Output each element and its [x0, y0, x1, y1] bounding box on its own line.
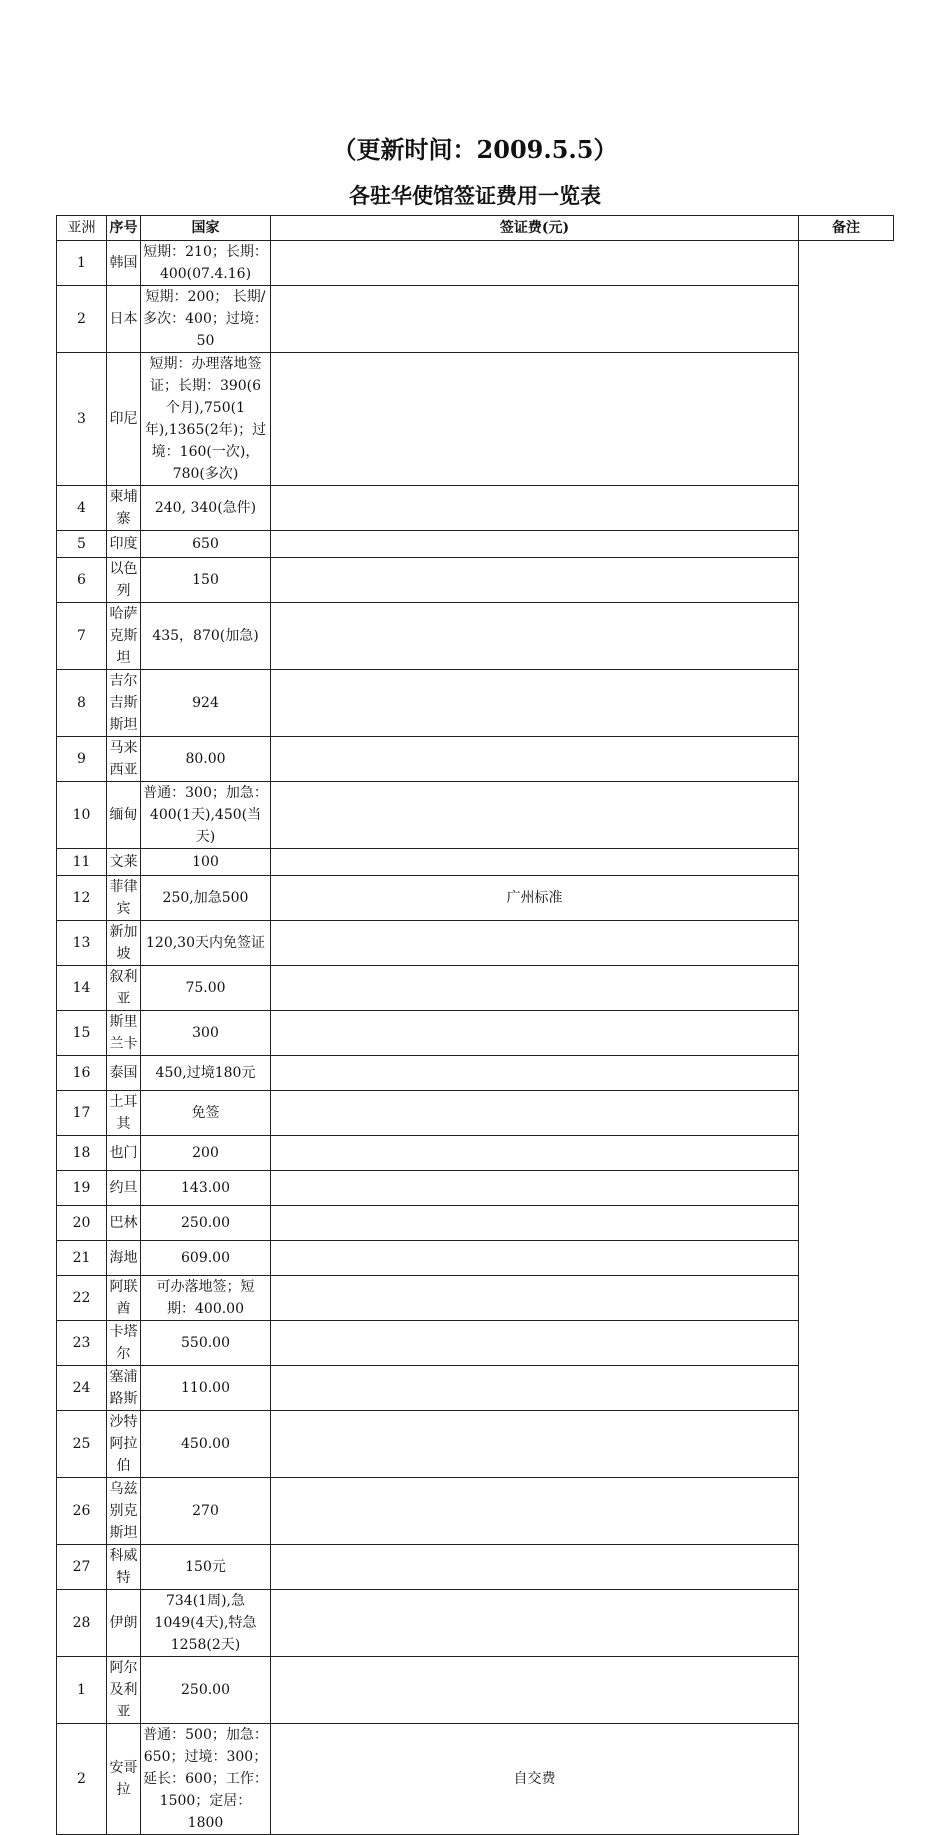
row-fee: 100	[141, 849, 271, 876]
row-no: 15	[57, 1011, 107, 1056]
row-country: 印度	[107, 531, 141, 558]
row-note	[271, 1171, 799, 1206]
row-no: 28	[57, 1590, 107, 1657]
table-row	[57, 966, 894, 1011]
update-time: （更新时间：2009.5.5）	[332, 135, 618, 164]
row-note	[271, 737, 799, 782]
row-country: 巴林	[107, 1206, 141, 1241]
row-note	[271, 1590, 799, 1657]
table-row	[57, 558, 894, 603]
region-cell-asia: 亚洲	[57, 216, 107, 241]
row-country: 柬埔寨	[107, 486, 141, 531]
col-header-no: 序号	[107, 216, 141, 241]
row-fee: 270	[141, 1478, 271, 1545]
row-no: 13	[57, 921, 107, 966]
row-note	[271, 558, 799, 603]
row-country: 也门	[107, 1136, 141, 1171]
table-row	[57, 1724, 894, 1835]
table-row	[57, 531, 894, 558]
row-note	[271, 670, 799, 737]
table-row	[57, 670, 894, 737]
table-row	[57, 1136, 894, 1171]
row-note	[271, 1478, 799, 1545]
row-fee: 550.00	[141, 1321, 271, 1366]
row-fee: 924	[141, 670, 271, 737]
table-row	[57, 921, 894, 966]
row-fee: 80.00	[141, 737, 271, 782]
table-row	[57, 1011, 894, 1056]
table-row	[57, 1411, 894, 1478]
row-no: 1	[57, 1657, 107, 1724]
table-row	[57, 1056, 894, 1091]
row-no: 26	[57, 1478, 107, 1545]
row-fee: 110.00	[141, 1366, 271, 1411]
row-country: 阿尔及利亚	[107, 1657, 141, 1724]
row-note	[271, 1366, 799, 1411]
row-country: 以色列	[107, 558, 141, 603]
row-fee: 734(1周),急1049(4天),特急1258(2天)	[141, 1590, 271, 1657]
row-fee: 650	[141, 531, 271, 558]
row-no: 20	[57, 1206, 107, 1241]
row-no: 27	[57, 1545, 107, 1590]
table-row	[57, 849, 894, 876]
row-fee: 250.00	[141, 1206, 271, 1241]
row-no: 22	[57, 1276, 107, 1321]
row-note	[271, 241, 799, 286]
row-no: 6	[57, 558, 107, 603]
row-fee: 250,加急500	[141, 876, 271, 921]
row-fee: 435，870(加急)	[141, 603, 271, 670]
row-fee: 450,过境180元	[141, 1056, 271, 1091]
row-no: 7	[57, 603, 107, 670]
row-note	[271, 1657, 799, 1724]
row-fee: 609.00	[141, 1241, 271, 1276]
row-no: 4	[57, 486, 107, 531]
row-note	[271, 1136, 799, 1171]
table-header-row	[57, 216, 894, 241]
row-no: 1	[57, 241, 107, 286]
row-country: 叙利亚	[107, 966, 141, 1011]
row-fee: 短期：200； 长期/多次：400；过境：50	[141, 286, 271, 353]
row-no: 2	[57, 286, 107, 353]
col-header-country: 国家	[141, 216, 271, 241]
row-country: 乌兹别克斯坦	[107, 1478, 141, 1545]
table-row	[57, 782, 894, 849]
row-fee: 300	[141, 1011, 271, 1056]
row-note	[271, 1091, 799, 1136]
row-fee: 240, 340(急件)	[141, 486, 271, 531]
row-note	[271, 531, 799, 558]
table-row	[57, 1091, 894, 1136]
row-country: 阿联酋	[107, 1276, 141, 1321]
row-no: 8	[57, 670, 107, 737]
row-fee: 250.00	[141, 1657, 271, 1724]
row-country: 韩国	[107, 241, 141, 286]
row-fee: 短期：210；长期：400(07.4.16)	[141, 241, 271, 286]
row-note	[271, 353, 799, 486]
table-row	[57, 1657, 894, 1724]
row-note	[271, 1276, 799, 1321]
row-fee: 120,30天内免签证	[141, 921, 271, 966]
row-country: 日本	[107, 286, 141, 353]
row-country: 土耳其	[107, 1091, 141, 1136]
row-note	[271, 921, 799, 966]
row-note	[271, 603, 799, 670]
table-row	[57, 1545, 894, 1590]
row-note	[271, 1206, 799, 1241]
row-country: 科威特	[107, 1545, 141, 1590]
row-country: 菲律宾	[107, 876, 141, 921]
row-country: 斯里兰卡	[107, 1011, 141, 1056]
row-country: 沙特阿拉伯	[107, 1411, 141, 1478]
row-note	[271, 1011, 799, 1056]
row-no: 21	[57, 1241, 107, 1276]
row-no: 19	[57, 1171, 107, 1206]
row-no: 23	[57, 1321, 107, 1366]
row-note	[271, 1241, 799, 1276]
row-no: 24	[57, 1366, 107, 1411]
row-no: 9	[57, 737, 107, 782]
row-note: 广州标准	[271, 876, 799, 921]
row-fee: 450.00	[141, 1411, 271, 1478]
row-fee: 普通：500；加急：650；过境：300；延长：600；工作：1500；定居：1800	[141, 1724, 271, 1835]
row-country: 海地	[107, 1241, 141, 1276]
table-row	[57, 241, 894, 286]
row-no: 18	[57, 1136, 107, 1171]
row-country: 印尼	[107, 353, 141, 486]
row-no: 10	[57, 782, 107, 849]
row-no: 12	[57, 876, 107, 921]
row-no: 2	[57, 1724, 107, 1835]
table-row	[57, 1241, 894, 1276]
table-row	[57, 286, 894, 353]
row-country: 泰国	[107, 1056, 141, 1091]
row-country: 马来西亚	[107, 737, 141, 782]
visa-fee-table	[56, 215, 894, 1835]
row-country: 安哥拉	[107, 1724, 141, 1835]
row-note	[271, 1321, 799, 1366]
row-no: 11	[57, 849, 107, 876]
table-row	[57, 353, 894, 486]
table-row	[57, 876, 894, 921]
row-country: 约旦	[107, 1171, 141, 1206]
row-no: 17	[57, 1091, 107, 1136]
row-note	[271, 1411, 799, 1478]
row-fee: 可办落地签；短期：400.00	[141, 1276, 271, 1321]
table-row	[57, 486, 894, 531]
row-country: 文莱	[107, 849, 141, 876]
row-note	[271, 782, 799, 849]
row-country: 哈萨克斯坦	[107, 603, 141, 670]
table-row	[57, 1276, 894, 1321]
row-country: 新加坡	[107, 921, 141, 966]
page-title: 各驻华使馆签证费用一览表	[349, 183, 601, 208]
row-no: 5	[57, 531, 107, 558]
row-fee: 150	[141, 558, 271, 603]
row-country: 塞浦路斯	[107, 1366, 141, 1411]
row-no: 16	[57, 1056, 107, 1091]
row-country: 伊朗	[107, 1590, 141, 1657]
row-fee: 143.00	[141, 1171, 271, 1206]
row-note	[271, 1056, 799, 1091]
row-note	[271, 486, 799, 531]
table-row	[57, 1321, 894, 1366]
row-fee: 150元	[141, 1545, 271, 1590]
row-country: 缅甸	[107, 782, 141, 849]
table-row	[57, 603, 894, 670]
row-note	[271, 849, 799, 876]
row-country: 吉尔吉斯斯坦	[107, 670, 141, 737]
row-no: 3	[57, 353, 107, 486]
row-no: 14	[57, 966, 107, 1011]
row-country: 卡塔尔	[107, 1321, 141, 1366]
table-row	[57, 1366, 894, 1411]
row-fee: 75.00	[141, 966, 271, 1011]
row-fee: 200	[141, 1136, 271, 1171]
table-row	[57, 1171, 894, 1206]
row-fee: 免签	[141, 1091, 271, 1136]
row-fee: 普通：300；加急：400(1天),450(当天)	[141, 782, 271, 849]
col-header-note: 备注	[799, 216, 894, 241]
row-note	[271, 966, 799, 1011]
row-note: 自交费	[271, 1724, 799, 1835]
table-row	[57, 737, 894, 782]
row-note	[271, 1545, 799, 1590]
table-row	[57, 1206, 894, 1241]
table-row	[57, 1478, 894, 1545]
row-fee: 短期：办理落地签证；长期：390(6个月),750(1年),1365(2年)；过境：160(一次)，780(多次)	[141, 353, 271, 486]
table-row	[57, 1590, 894, 1657]
row-no: 25	[57, 1411, 107, 1478]
row-note	[271, 286, 799, 353]
col-header-fee: 签证费(元)	[271, 216, 799, 241]
